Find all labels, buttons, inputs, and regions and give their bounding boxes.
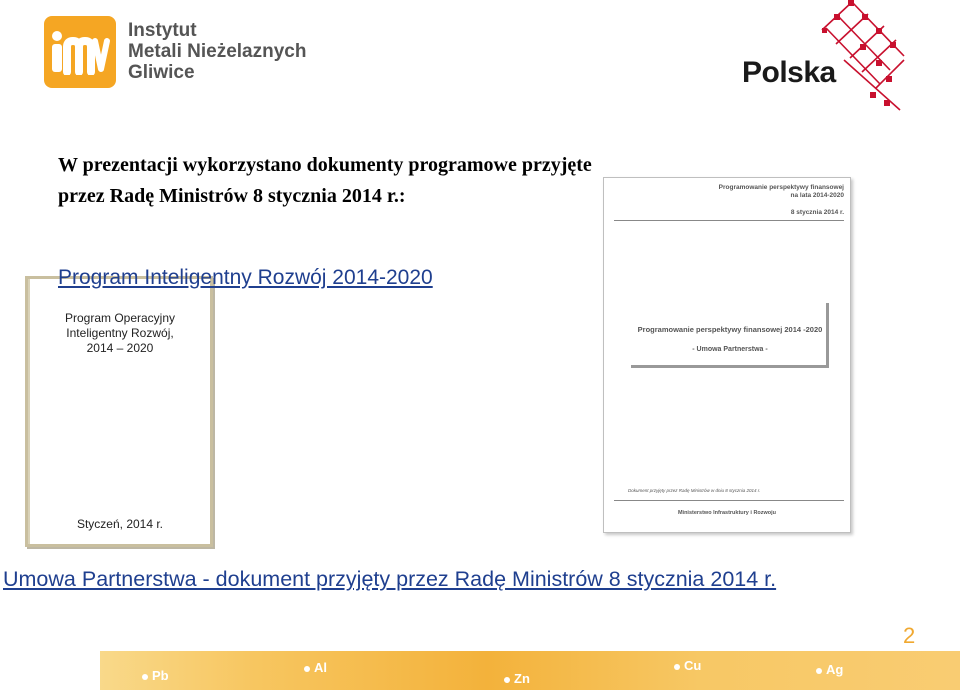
- doc-right-footnote: Dokument przyjęty przez Radę Ministrów w dniu 8 stycznia 2014 r.: [628, 488, 761, 493]
- imn-logo-text: [128, 20, 306, 83]
- bullet-icon: [816, 668, 822, 674]
- doc-thumbnail-date: Styczeń, 2014 r.: [76, 517, 164, 531]
- footer-element-label: Pb: [152, 668, 169, 683]
- doc-right-date: 8 stycznia 2014 r.: [790, 209, 844, 216]
- polska-logo: [740, 0, 910, 115]
- doc-right-box-title: Programowanie perspektywy finansowej 2014 -2020: [637, 325, 823, 334]
- bullet-icon: [142, 674, 148, 680]
- doc-right-header: [714, 184, 844, 200]
- footer-element-label: Al: [314, 660, 327, 675]
- doc-thumbnail-umowa: [603, 177, 851, 533]
- doc-right-ministry: Ministerstwo Infrastruktury i Rozwoju: [677, 510, 777, 516]
- doc-right-header-line-1: Programowanie perspektywy finansowej: [718, 184, 844, 191]
- footer-element-ag: [816, 662, 843, 677]
- doc-title-line-2: Inteligentny Rozwój,: [66, 326, 174, 340]
- bullet-icon: [674, 664, 680, 670]
- imn-line-3: Gliwice: [128, 62, 195, 83]
- doc-right-divider-top: [614, 220, 844, 221]
- footer-element-label: Zn: [514, 671, 530, 686]
- doc-title-line-1: Program Operacyjny: [64, 311, 176, 325]
- doc-right-header-line-2: na lata 2014-2020: [790, 192, 844, 199]
- imn-logo: [44, 16, 116, 88]
- bullet-icon: [504, 677, 510, 683]
- program-link[interactable]: Program Inteligentny Rozwój 2014-2020: [58, 266, 433, 289]
- doc-thumbnail-inner: [28, 279, 210, 544]
- bullet-icon: [304, 666, 310, 672]
- doc-title-line-3: 2014 – 2020: [86, 341, 154, 355]
- doc-right-box-subtitle: - Umowa Partnerstwa -: [692, 346, 768, 353]
- imn-logo-mark: [49, 29, 111, 75]
- footer-element-cu: [674, 658, 701, 673]
- footer-element-pb: [142, 668, 169, 683]
- doc-right-title-box: [631, 303, 829, 368]
- imn-line-2: Metali Nieżelaznych: [128, 41, 307, 62]
- footer-band: [100, 651, 960, 690]
- page-title: W prezentacji wykorzystano dokumenty programowe przyjęte przez Radę Ministrów 8 stycznia 2014 r.:: [58, 154, 592, 207]
- umowa-link[interactable]: Umowa Partnerstwa - dokument przyjęty przez Radę Ministrów 8 stycznia 2014 r.: [3, 567, 777, 591]
- imn-line-1: Instytut: [128, 20, 197, 41]
- footer-element-al: [304, 660, 327, 675]
- doc-right-divider-bottom: [614, 500, 844, 501]
- doc-thumbnail-title: [30, 311, 210, 356]
- footer-element-zn: [504, 671, 530, 686]
- footer-element-label: Ag: [826, 662, 844, 677]
- polska-wordmark: Polska: [742, 56, 836, 89]
- footer-element-label: Cu: [684, 658, 702, 673]
- page-number: 2: [903, 623, 916, 648]
- doc-thumbnail-poir: [25, 276, 213, 547]
